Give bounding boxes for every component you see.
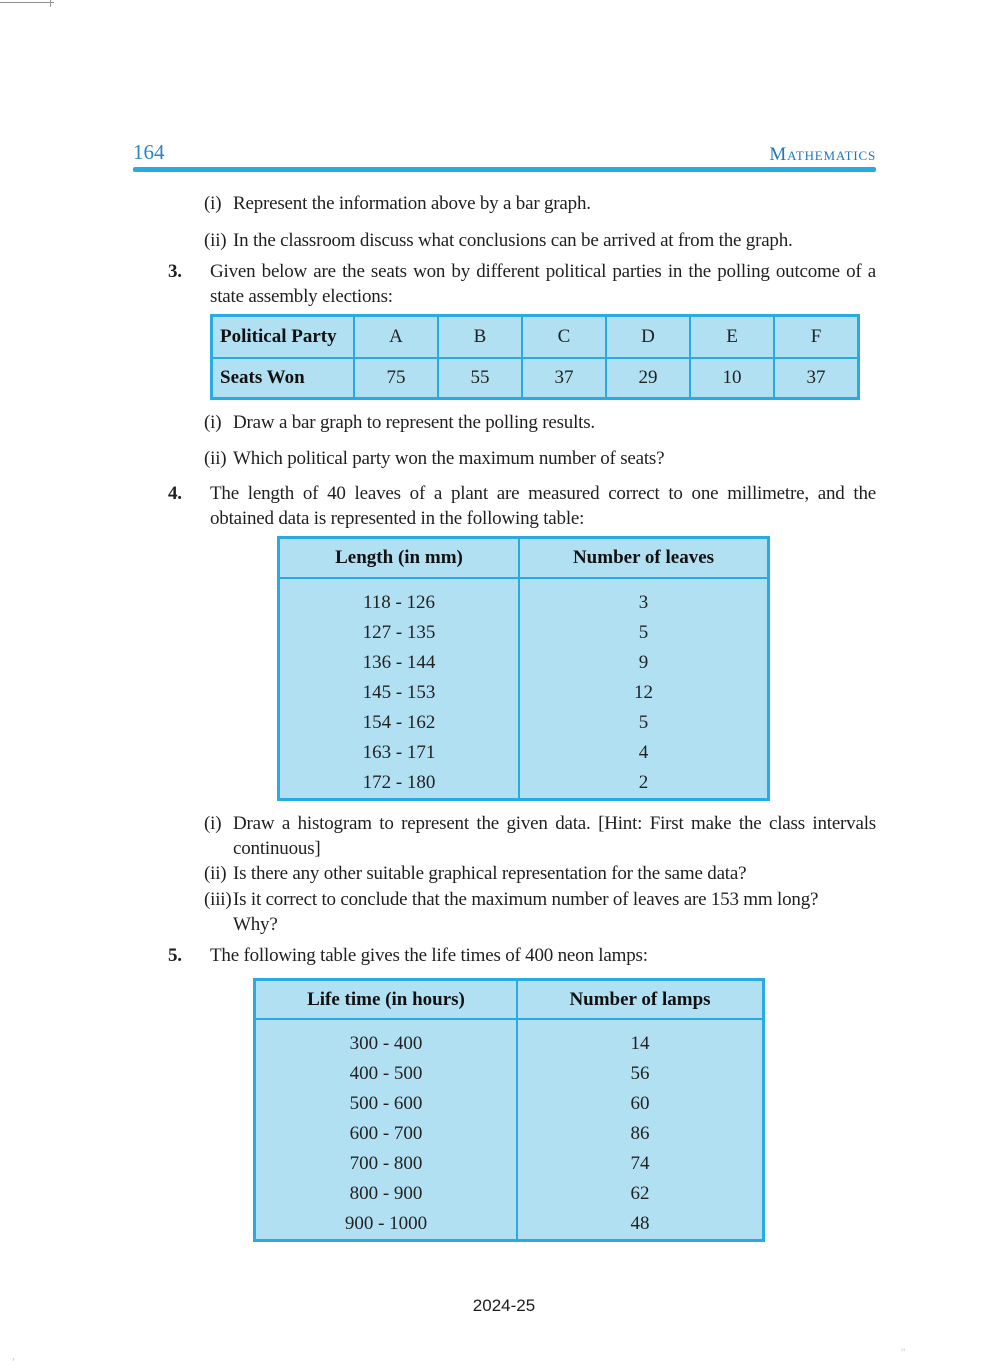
item-label: (i): [204, 412, 222, 433]
class-interval-cell: 127 - 135: [362, 622, 436, 643]
frequency-cell: 5: [518, 618, 767, 648]
party-cell: D: [605, 317, 689, 357]
question-4: [168, 481, 876, 531]
question-3: [168, 259, 876, 309]
question-text: The following table gives the life times of 400 neon lamps:: [210, 945, 648, 966]
class-interval-cell: 600 - 700: [349, 1123, 423, 1144]
seats-cell: 55: [437, 357, 521, 397]
scan-smudge-bottom-left: ,: [12, 1348, 15, 1362]
question-text: The length of 40 leaves of a plant are measured correct to one millimetre, and the obtained data is represented in the following table:: [210, 483, 876, 529]
item-text: Which political party won the maximum number of seats?: [233, 448, 665, 469]
item-label: (i): [204, 193, 222, 214]
class-interval-cell: 118 - 126: [362, 592, 436, 613]
frequency-cell: 74: [516, 1149, 762, 1179]
item-text: [233, 887, 876, 937]
neon-lamp-table: [253, 978, 765, 1242]
spacer: [280, 579, 518, 588]
class-interval-cell: 145 - 153: [362, 682, 436, 703]
question-5: [168, 943, 876, 968]
frequency-cell: 62: [516, 1179, 762, 1209]
question-number: 3.: [168, 261, 182, 282]
item-text: Is there any other suitable graphical representation for the same data?: [233, 863, 747, 884]
item-label: (i): [204, 813, 222, 834]
crop-tick-top-left: [50, 0, 51, 7]
party-cell: E: [689, 317, 773, 357]
class-interval-cell: 172 - 180: [362, 772, 436, 793]
item-label: (ii): [204, 230, 227, 251]
column-header: Number of lamps: [516, 981, 762, 1020]
class-interval-cell: 400 - 500: [349, 1063, 423, 1084]
frequency-cell: 86: [516, 1119, 762, 1149]
item-label: (ii): [204, 863, 227, 884]
frequency-cell: 5: [518, 708, 767, 738]
question-number: 4.: [168, 483, 182, 504]
class-interval-cell: 900 - 1000: [344, 1213, 428, 1234]
seats-cell: 29: [605, 357, 689, 397]
column-header: Number of leaves: [518, 539, 767, 579]
class-interval-cell: 500 - 600: [349, 1093, 423, 1114]
running-head-subject: Mathematics: [769, 144, 876, 165]
q4-subitem-ii: [204, 861, 876, 886]
frequency-cell: 4: [518, 738, 767, 768]
seats-cell: 37: [521, 357, 605, 397]
column-header: Length (in mm): [280, 539, 518, 579]
frequency-cell: 48: [516, 1209, 762, 1239]
q3-subitem-i: [204, 410, 876, 435]
class-interval-cell: 154 - 162: [362, 712, 436, 733]
seats-cell: 75: [353, 357, 437, 397]
item-text: Draw a bar graph to represent the polling results.: [233, 412, 595, 433]
frequency-cell: 60: [516, 1089, 762, 1119]
frequency-cell: 2: [518, 768, 767, 798]
table-row-header: Political Party: [220, 326, 337, 347]
table-row-header: Seats Won: [213, 357, 353, 397]
item-text: Draw a histogram to represent the given data. [Hint: First make the class intervals continuous]: [233, 813, 876, 859]
class-interval-cell: 163 - 171: [362, 742, 436, 763]
leaf-length-table: [277, 536, 770, 801]
frequency-cell: 12: [518, 678, 767, 708]
party-cell: C: [521, 317, 605, 357]
q4-subitem-iii: [204, 887, 876, 937]
crop-mark-top-left: [0, 2, 54, 3]
seats-won-table: [210, 314, 860, 400]
frequency-cell: 56: [516, 1059, 762, 1089]
page-number: 164: [133, 140, 165, 164]
column-header: Life time (in hours): [256, 981, 516, 1020]
intro-item-i: [204, 191, 876, 216]
seats-cell: 10: [689, 357, 773, 397]
item-label: (ii): [204, 448, 227, 469]
item-text-line1: Is it correct to conclude that the maximum number of leaves are 153 mm long?: [233, 889, 819, 910]
item-text: Represent the information above by a bar graph.: [233, 193, 591, 214]
party-cell: A: [353, 317, 437, 357]
q4-subitem-i: [204, 811, 876, 861]
class-interval-cell: 800 - 900: [349, 1183, 423, 1204]
class-interval-cell: 136 - 144: [362, 652, 436, 673]
class-interval-cell: 700 - 800: [349, 1153, 423, 1174]
intro-item-ii: [204, 228, 876, 253]
scan-smudge-bottom-right: '': [901, 1345, 906, 1359]
header-rule: [133, 167, 876, 172]
spacer: [256, 1020, 516, 1029]
frequency-cell: 3: [518, 588, 767, 618]
spacer: [518, 579, 767, 588]
question-number: 5.: [168, 945, 182, 966]
footer-edition-year: 2024-25: [472, 1296, 536, 1315]
party-cell: B: [437, 317, 521, 357]
item-text: In the classroom discuss what conclusions can be arrived at from the graph.: [233, 230, 793, 251]
class-interval-cell: 300 - 400: [349, 1033, 423, 1054]
item-text-line2: Why?: [233, 914, 278, 935]
item-label: (iii): [204, 889, 232, 910]
spacer: [516, 1020, 762, 1029]
q3-subitem-ii: [204, 446, 876, 471]
party-cell: F: [773, 317, 857, 357]
frequency-cell: 14: [516, 1029, 762, 1059]
question-text: Given below are the seats won by different political parties in the polling outcome of a state assembly elections:: [210, 261, 876, 307]
seats-cell: 37: [773, 357, 857, 397]
frequency-cell: 9: [518, 648, 767, 678]
